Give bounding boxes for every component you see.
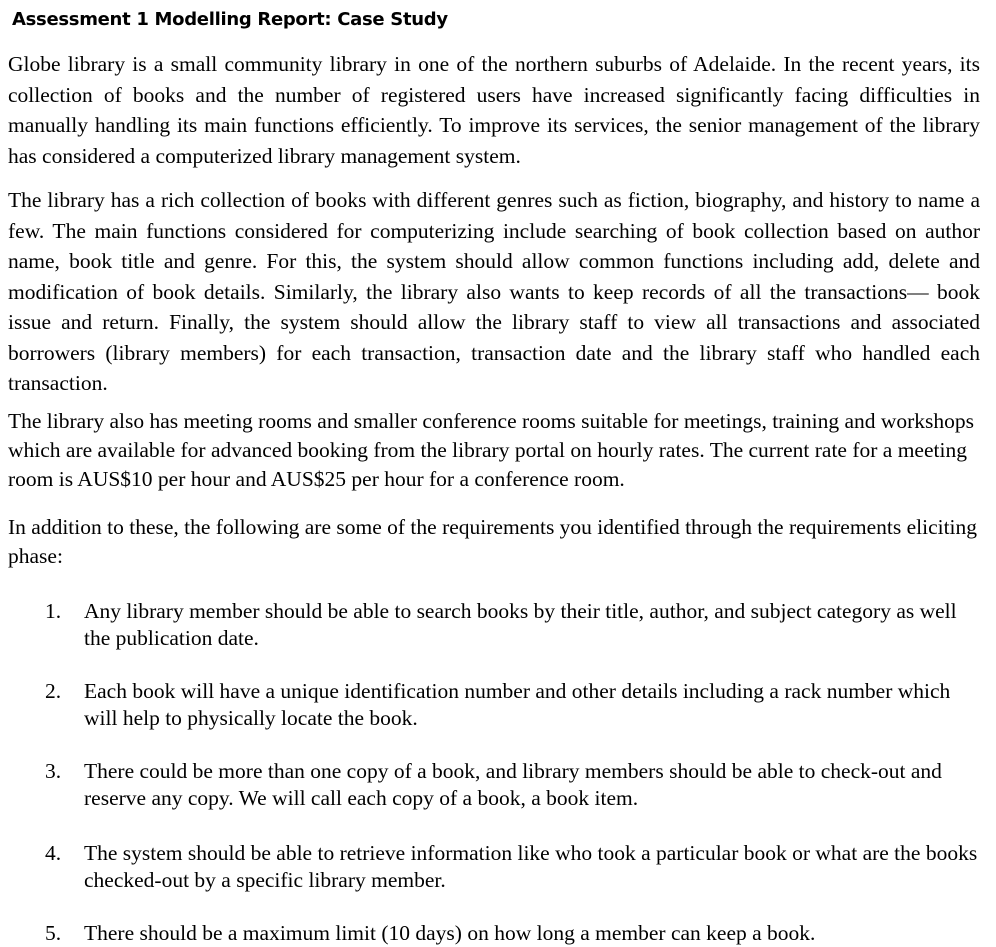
paragraph-book-functions: The library has a rich collection of books with different genres such as fiction, biography, and history to name a few. The main functions considered for computerizing include searching of book collection based on author name, book title and genre. For this, the system should allow common functions including add, delete and modification of book details. Similarly, the library also wants to keep records of all the transactions— book issue and return. Finally, the system should allow the library staff to view all transactions and associated borrowers (library members) for each transaction, transaction date and the library staff who handled each transaction. [8,188,980,395]
requirement-number: 5. [45,921,62,945]
requirement-text: Each book will have a unique identification number and other details including a rack number which will help to physically locate the book. [84,679,951,730]
requirement-text: There should be a maximum limit (10 days) on how long a member can keep a book. [84,921,816,945]
requirement-text: The system should be able to retrieve information like who took a particular book or what are the books checked-out by a specific library member. [84,841,978,892]
requirement-number: 3. [45,759,62,783]
requirement-text: There could be more than one copy of a book, and library members should be able to check-out and reserve any copy. We will call each copy of a book, a book item. [84,759,942,810]
paragraph-requirements-intro: In addition to these, the following are some of the requirements you identified through the requirements eliciting phase: [8,515,978,568]
paragraph-intro: Globe library is a small community library in one of the northern suburbs of Adelaide. In the recent years, its collection of books and the number of registered users have increased significantly facing difficulties in manually handling its main functions efficiently. To improve its services, the senior management of the library has considered a computerized library management system. [8,52,980,168]
document-title: Assessment 1 Modelling Report: Case Study [12,9,448,30]
requirement-number: 1. [45,599,62,623]
requirement-number: 2. [45,679,62,703]
paragraph-meeting-rooms: The library also has meeting rooms and smaller conference rooms suitable for meetings, training and workshops which are available for advanced booking from the library portal on hourly rates. The current rate for a meeting room is AUS$10 per hour and AUS$25 per hour for a conference room. [8,409,975,491]
requirement-number: 4. [45,841,62,865]
requirement-text: Any library member should be able to search books by their title, author, and subject category as well the publication date. [84,599,957,650]
